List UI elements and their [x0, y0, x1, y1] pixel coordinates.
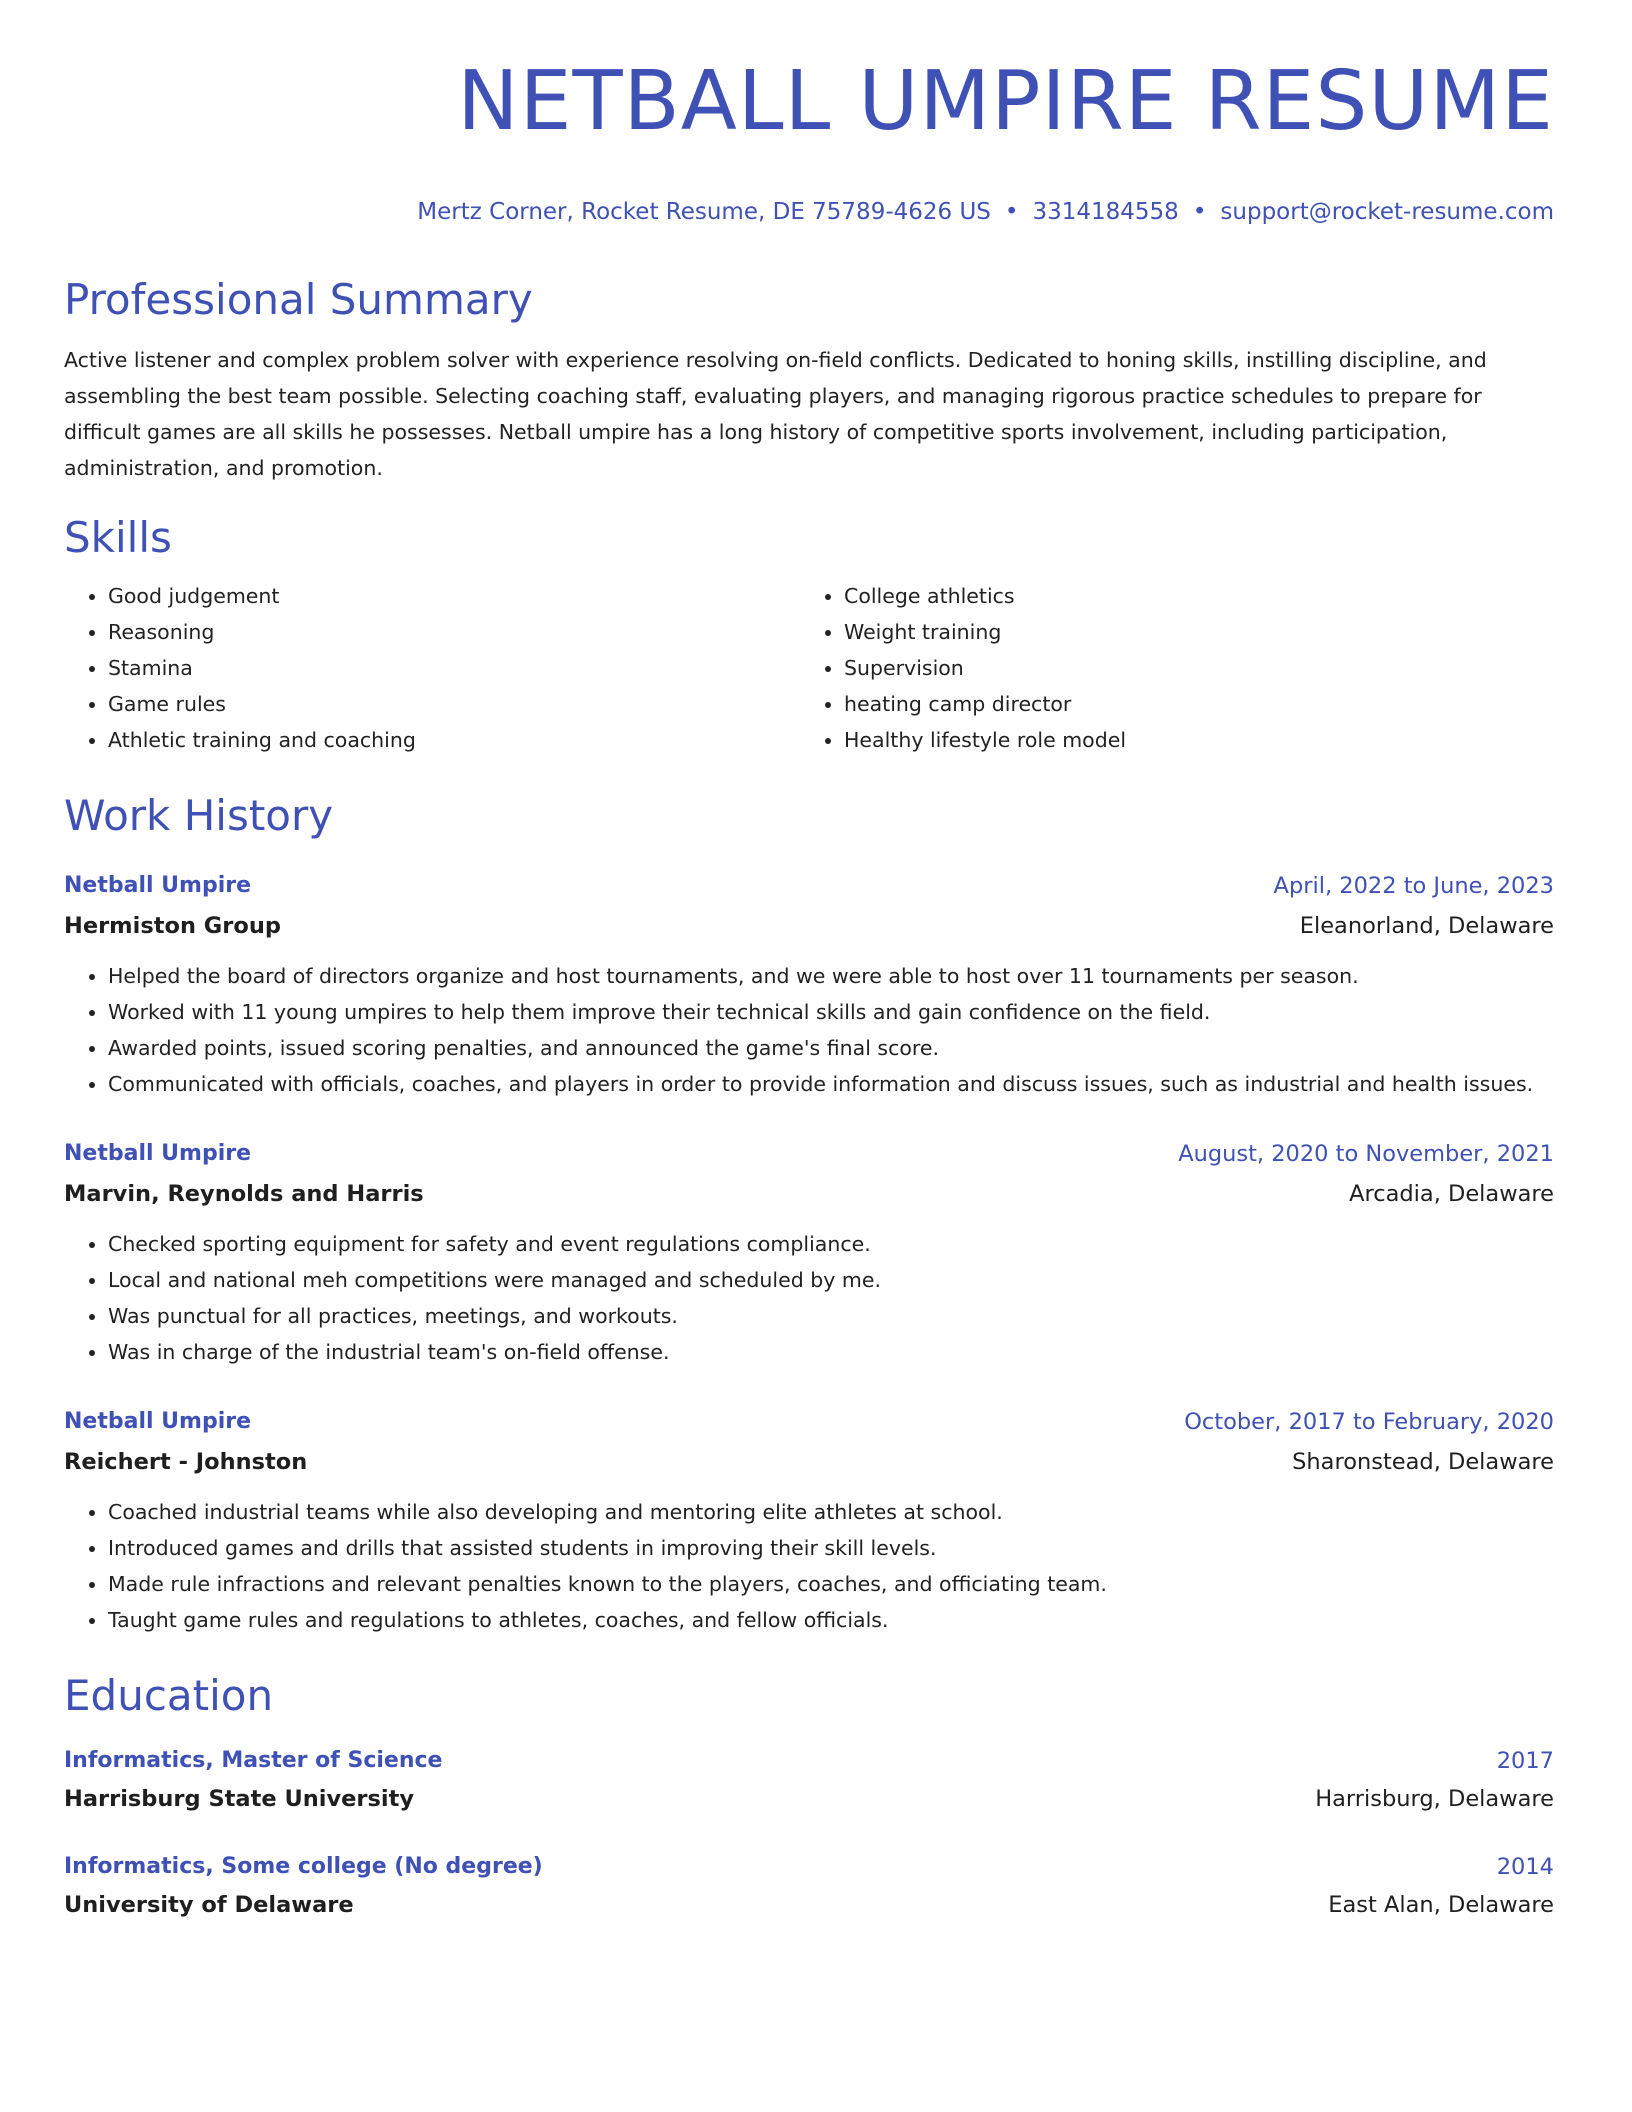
job-bullet: • Awarded points, issued scoring penalties, and announced the game's final score.: [108, 1030, 1554, 1066]
contact-line: [64, 196, 1554, 228]
job-header: [64, 1402, 1554, 1442]
job-entry: [64, 1134, 1554, 1370]
contact-phone: 3314184558: [1032, 199, 1179, 225]
skills-column-left: [64, 578, 800, 758]
job-title: Netball Umpire: [64, 1141, 252, 1166]
skill-item: • Stamina: [108, 650, 800, 686]
job-header: [64, 1134, 1554, 1174]
job-bullet: • Worked with 11 young umpires to help them improve their technical skills and gain confidence on the field.: [108, 994, 1554, 1030]
job-bullet: • Local and national meh competitions were managed and scheduled by me.: [108, 1262, 1554, 1298]
job-bullet: • Communicated with officials, coaches, and players in order to provide information and discuss issues, such as industrial and health issues.: [108, 1066, 1554, 1102]
job-location: Sharonstead, Delaware: [1292, 1449, 1554, 1475]
job-bullets: [64, 1494, 1554, 1638]
job-bullets: [64, 1226, 1554, 1370]
job-company: Reichert - Johnston: [64, 1449, 308, 1475]
skill-item: • Supervision: [844, 650, 1536, 686]
job-company: Hermiston Group: [64, 913, 281, 939]
skills-column-right: [800, 578, 1536, 758]
job-dates: October, 2017 to February, 2020: [1184, 1409, 1554, 1435]
skills-heading: Skills: [64, 513, 172, 562]
job-bullet: • Taught game rules and regulations to athletes, coaches, and fellow officials.: [108, 1602, 1554, 1638]
job-dates: April, 2022 to June, 2023: [1273, 873, 1554, 899]
education-location: East Alan, Delaware: [1328, 1892, 1554, 1918]
job-bullet: • Introduced games and drills that assisted students in improving their skill levels.: [108, 1530, 1554, 1566]
work-history-heading: Work History: [64, 791, 334, 840]
contact-address: Mertz Corner, Rocket Resume, DE 75789-4626 US: [417, 199, 991, 225]
job-bullet: • Made rule infractions and relevant penalties known to the players, coaches, and officiating team.: [108, 1566, 1554, 1602]
summary-text: Active listener and complex problem solver with experience resolving on-field conflicts. Dedicated to honing skills, instilling discipline, and assembling the best team possible. Selecting coaching staff, evaluating players, and managing rigorous practice schedules to prepare for difficult games are all skills he possesses. Netball umpire has a long history of competitive sports involvement, including participation, administration, and promotion.: [64, 348, 1487, 480]
education-entry: [64, 1742, 1554, 1818]
job-entry: [64, 866, 1554, 1102]
education-header: [64, 1742, 1554, 1780]
skill-item: • Weight training: [844, 614, 1536, 650]
summary-heading: Professional Summary: [64, 275, 533, 324]
job-dates: August, 2020 to November, 2021: [1178, 1141, 1554, 1167]
skill-item: • Game rules: [108, 686, 800, 722]
skill-item: • Good judgement: [108, 578, 800, 614]
job-bullet: • Was punctual for all practices, meetings, and workouts.: [108, 1298, 1554, 1334]
skill-item: • Healthy lifestyle role model: [844, 722, 1536, 758]
education-degree: Informatics, Some college (No degree): [64, 1854, 543, 1879]
job-bullet: • Helped the board of directors organize and host tournaments, and we were able to host over 11 tournaments per season.: [108, 958, 1554, 994]
education-school-row: [64, 1780, 1554, 1818]
skill-item: • heating camp director: [844, 686, 1536, 722]
job-bullet: • Coached industrial teams while also developing and mentoring elite athletes at school.: [108, 1494, 1554, 1530]
job-header: [64, 866, 1554, 906]
resume-page: [64, 0, 1554, 1924]
job-employer: [64, 906, 1554, 946]
education-header: [64, 1848, 1554, 1886]
education-school: Harrisburg State University: [64, 1786, 415, 1812]
education-heading: Education: [64, 1671, 274, 1720]
education-location: Harrisburg, Delaware: [1315, 1786, 1554, 1812]
education-school: University of Delaware: [64, 1892, 354, 1918]
resume-title: NETBALL UMPIRE RESUME: [457, 54, 1554, 149]
job-entry: [64, 1402, 1554, 1638]
job-location: Eleanorland, Delaware: [1299, 913, 1554, 939]
skill-item: • Athletic training and coaching: [108, 722, 800, 758]
job-company: Marvin, Reynolds and Harris: [64, 1181, 424, 1207]
job-employer: [64, 1174, 1554, 1214]
job-title: Netball Umpire: [64, 873, 252, 898]
education-degree: Informatics, Master of Science: [64, 1748, 443, 1773]
skills-list: [64, 578, 1554, 758]
job-employer: [64, 1442, 1554, 1482]
education-entry: [64, 1848, 1554, 1924]
job-bullet: • Was in charge of the industrial team's on-field offense.: [108, 1334, 1554, 1370]
contact-separator: •: [1004, 199, 1019, 225]
education-year: 2014: [1496, 1854, 1554, 1880]
skill-item: • Reasoning: [108, 614, 800, 650]
job-bullets: [64, 958, 1554, 1102]
education-school-row: [64, 1886, 1554, 1924]
contact-email[interactable]: support@rocket-resume.com: [1220, 199, 1554, 225]
job-title: Netball Umpire: [64, 1409, 252, 1434]
contact-separator: •: [1192, 199, 1207, 225]
skill-item: • College athletics: [844, 578, 1536, 614]
education-year: 2017: [1496, 1748, 1554, 1774]
job-bullet: • Checked sporting equipment for safety and event regulations compliance.: [108, 1226, 1554, 1262]
job-location: Arcadia, Delaware: [1349, 1181, 1554, 1207]
